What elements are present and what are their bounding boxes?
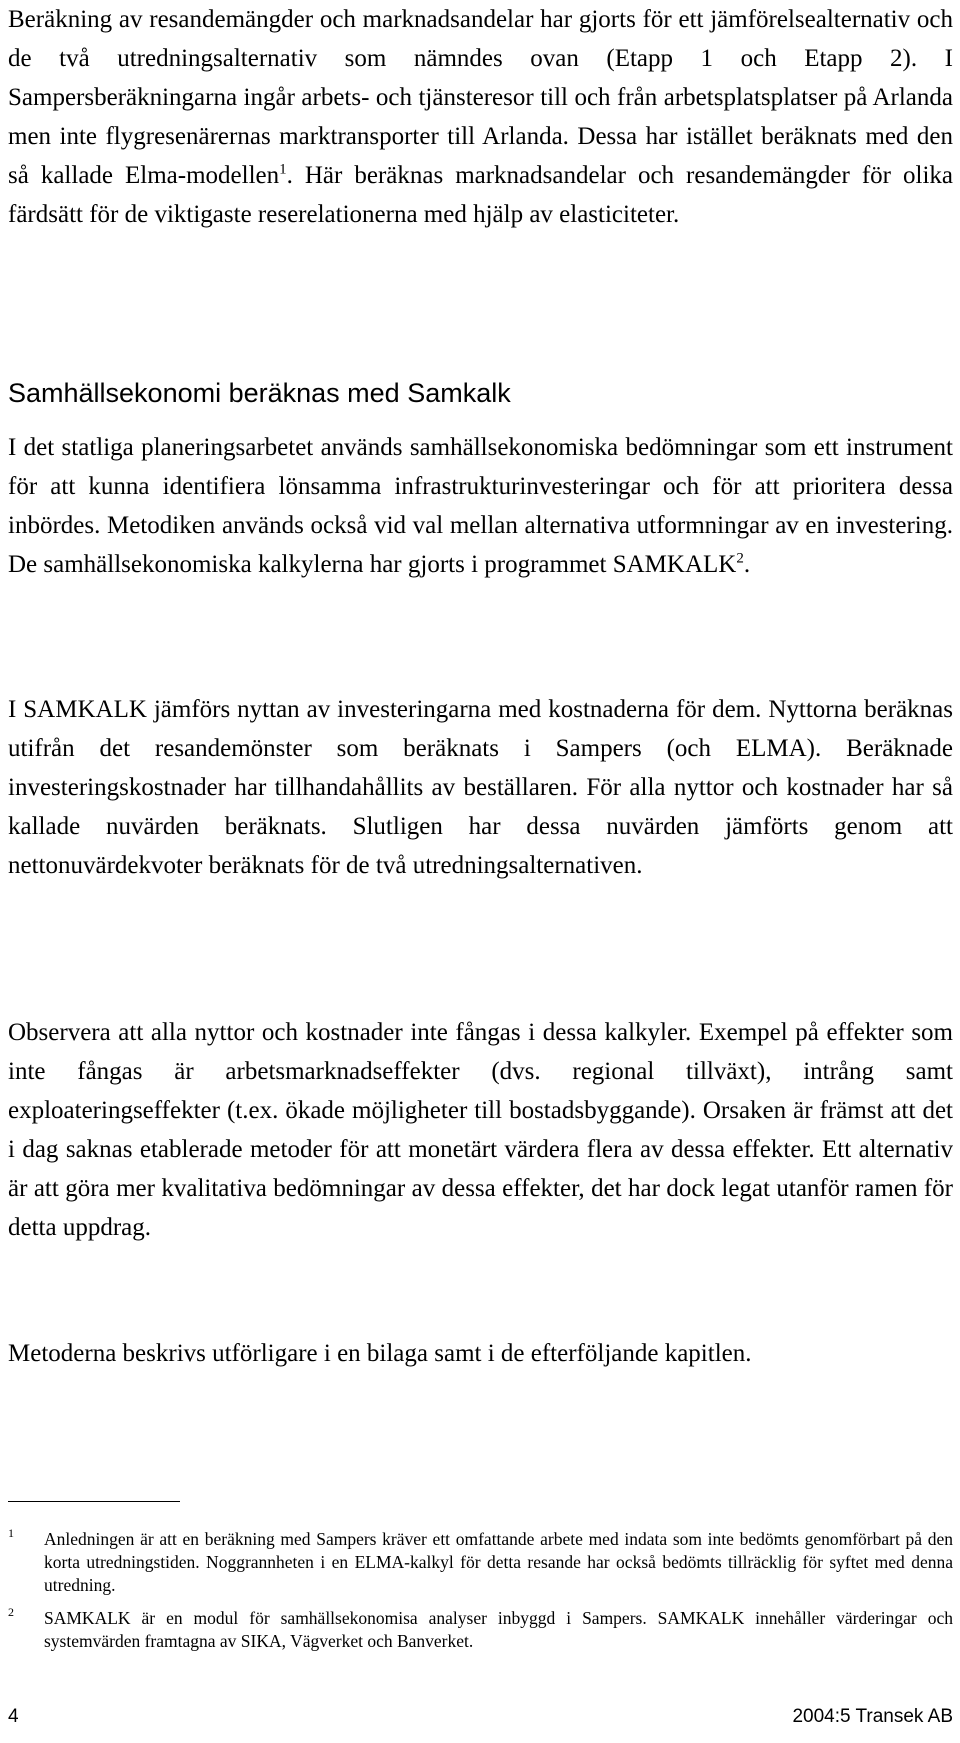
footnote-2 (8, 1607, 953, 1653)
samkalk-paragraph (8, 428, 953, 584)
intro-text-1: Beräkning av resandemängder och marknadsandelar har gjorts för ett jämförelsealternativ och de två utredningsalternativ som nämndes ovan (Etapp 1 och Etapp 2). I Sampersberäkningarna ingår arbets- och tjänsteresor till och från arbetsplatsplatser på Arlanda men inte flygresenärernas marktransporter till Arlanda. Dessa har istället beräknats med den så kallade Elma-modellen (8, 6, 953, 189)
footnote-ref-1[interactable]: 1 (279, 161, 287, 178)
section-heading: Samhällsekonomi beräknas med Samkalk (8, 378, 511, 408)
footnote-1-text: Anledningen är att en beräkning med Sampers kräver ett omfattande arbete med indata som inte bedömts genomförbart på den korta utredningstiden. Noggrannheten i en ELMA-kalkyl för detta resande har också bedömts tillräcklig för syftet med denna utredning. (44, 1529, 953, 1595)
metoder-paragraph: Metoderna beskrivs utförligare i en bilaga samt i de efterföljande kapitlen. (8, 1340, 752, 1367)
footnote-ref-2[interactable]: 2 (736, 550, 744, 567)
nytta-paragraph: I SAMKALK jämförs nyttan av investeringarna med kostnaderna för dem. Nyttorna beräknas utifrån det resandemönster som beräknats i Sampers (och ELMA). Beräknade investeringskostnader har tillhandahållits av beställaren. För alla nyttor och kostnader har så kallade nuvärden beräknats. Slutligen har dessa nuvärden jämförts genom att nettonuvärdekvoter beräknats för de två utredningsalternativen. (8, 696, 953, 879)
footnote-1-mark: 1 (8, 1526, 14, 1540)
publication-label: 2004:5 Transek AB (792, 1706, 953, 1727)
page-footer (8, 1706, 953, 1730)
page-number: 4 (8, 1706, 19, 1727)
observera-paragraph: Observera att alla nyttor och kostnader inte fångas i dessa kalkyler. Exempel på effekter som inte fångas är arbetsmarknadseffekter (dvs. regional tillväxt), intrång samt exploateringseffekter (t.ex. ökade möjligheter till bostadsbyggande). Orsaken är främst att det i dag saknas etablerade metoder för att monetärt värdera flera av dessa effekter. Ett alternativ är att göra mer kvalitativa bedömningar av dessa effekter, det har dock legat utanför ramen för detta uppdrag. (8, 1019, 953, 1241)
intro-text-2: . Här beräknas marknadsandelar och resandemängder för olika färdsätt för de viktigaste reserelationerna med hjälp av elasticiteter. (8, 162, 953, 228)
footnote-divider (8, 1501, 180, 1502)
intro-paragraph (8, 0, 953, 234)
footnote-1 (8, 1528, 953, 1597)
samkalk-text-end: . (743, 551, 751, 578)
footnote-2-text: SAMKALK är en modul för samhällsekonomisa analyser inbyggd i Sampers. SAMKALK innehåller värderingar och systemvärden framtagna av SIKA, Vägverket och Banverket. (44, 1608, 953, 1651)
footnote-2-mark: 2 (8, 1605, 14, 1619)
samkalk-text: I det statliga planeringsarbetet används samhällsekonomiska bedömningar som ett instrument för att kunna identifiera lönsamma infrastrukturinvesteringar och för att prioritera dessa inbördes. Metodiken används också vid val mellan alternativa utformningar av en investering. De samhällsekonomiska kalkylerna har gjorts i programmet SAMKALK (8, 434, 953, 578)
